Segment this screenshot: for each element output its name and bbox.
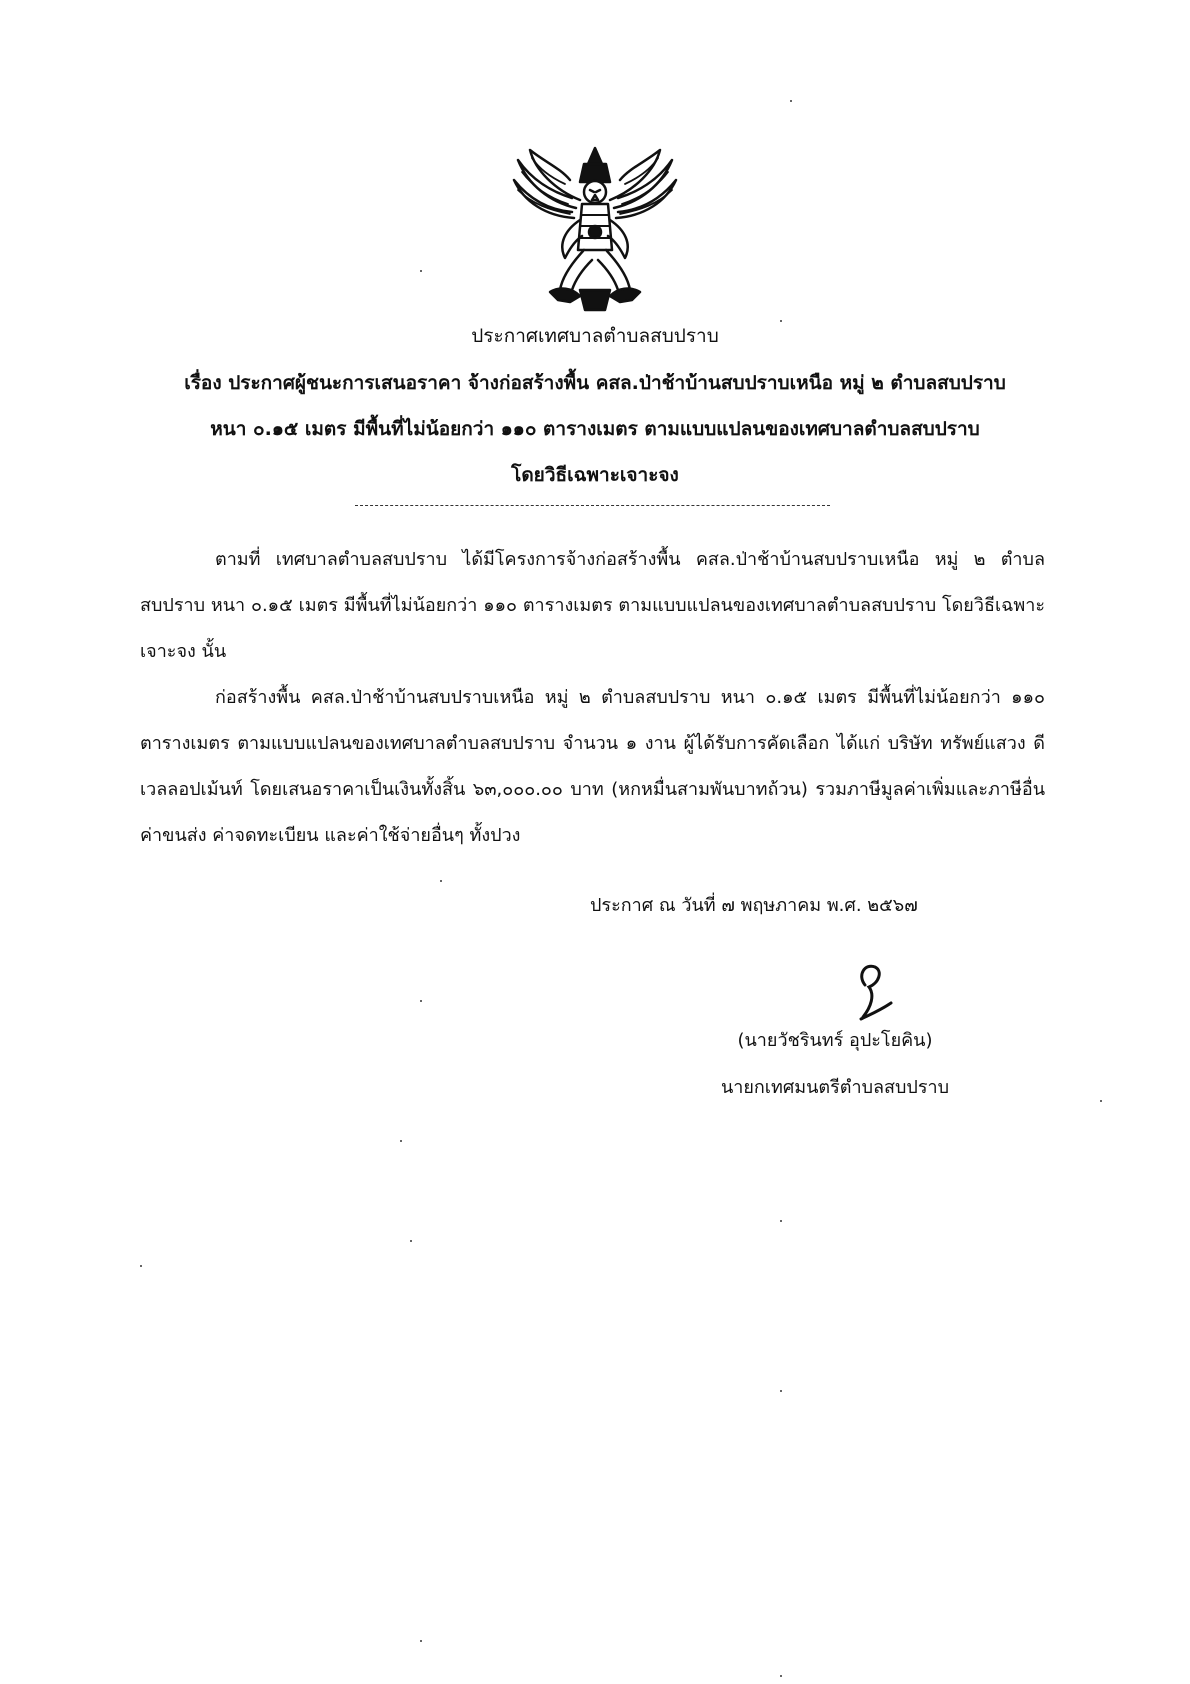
org-title: ประกาศเทศบาลตำบลสบปราบ — [471, 325, 719, 347]
subject-line-2: หนา ๐.๑๕ เมตร มีพื้นที่ไม่น้อยกว่า ๑๑๐ ตารางเมตร ตามแบบแปลนของเทศบาลตำบลสบปราบ — [210, 418, 980, 440]
garuda-emblem-icon — [510, 140, 680, 315]
paragraph-2: ก่อสร้างพื้น คสล.ป่าช้าบ้านสบปราบเหนือ หมู่ ๒ ตำบลสบปราบ หนา ๐.๑๕ เมตร มีพื้นที่ไม่น้อยกว่า ๑๑๐ ตารางเมตร ตามแบบแปลนของเทศบาลตำบลสบปราบ จำนวน ๑ งาน ผู้ได้รับการคัดเลือก ได้แก่ บริษัท ทรัพย์แสวง ดีเวลลอปเม้นท์ โดยเสนอราคาเป็นเงินทั้งสิ้น ๖๓,๐๐๐.๐๐ บาท (หกหมื่นสามพันบาทถ้วน) รวมภาษีมูลค่าเพิ่มและภาษีอื่น ค่าขนส่ง ค่าจดทะเบียน และค่าใช้จ่ายอื่นๆ ทั้งปวง — [140, 687, 1045, 846]
scan-speck — [780, 1390, 782, 1392]
scan-speck — [440, 880, 442, 882]
scan-speck — [780, 1675, 782, 1677]
subject-heading — [150, 360, 1040, 498]
scan-speck — [780, 1220, 782, 1222]
separator-rule — [355, 505, 830, 506]
scan-speck — [780, 320, 782, 322]
scan-speck — [420, 270, 422, 272]
paragraph-1: ตามที่ เทศบาลตำบลสบปราบ ได้มีโครงการจ้างก่อสร้างพื้น คสล.ป่าช้าบ้านสบปราบเหนือ หมู่ ๒ ตำบลสบปราบ หนา ๐.๑๕ เมตร มีพื้นที่ไม่น้อยกว่า ๑๑๐ ตารางเมตร ตามแบบแปลนของเทศบาลตำบลสบปราบ โดยวิธีเฉพาะเจาะจง นั้น — [140, 549, 1045, 662]
announcement-date: ประกาศ ณ วันที่ ๗ พฤษภาคม พ.ศ. ๒๕๖๗ — [590, 895, 918, 916]
subject-line-1: เรื่อง ประกาศผู้ชนะการเสนอราคา จ้างก่อสร้างพื้น คสล.ป่าช้าบ้านสบปราบเหนือ หมู่ ๒ ตำบลสบปราบ — [184, 372, 1006, 394]
scan-speck — [420, 1640, 422, 1642]
signer-name: (นายวัชรินทร์ อุปะโยคิน) — [737, 1030, 933, 1051]
signer-position: นายกเทศมนตรีตำบลสบปราบ — [720, 1077, 950, 1098]
scan-speck — [400, 1140, 402, 1142]
scan-speck — [140, 1265, 142, 1267]
body-text — [140, 537, 1045, 859]
scan-speck — [790, 100, 792, 102]
handwritten-signature — [835, 955, 895, 1025]
scan-speck — [1100, 1100, 1102, 1102]
scan-speck — [410, 1240, 412, 1242]
subject-line-3: โดยวิธีเฉพาะเจาะจง — [511, 464, 679, 486]
scan-speck — [420, 1000, 422, 1002]
